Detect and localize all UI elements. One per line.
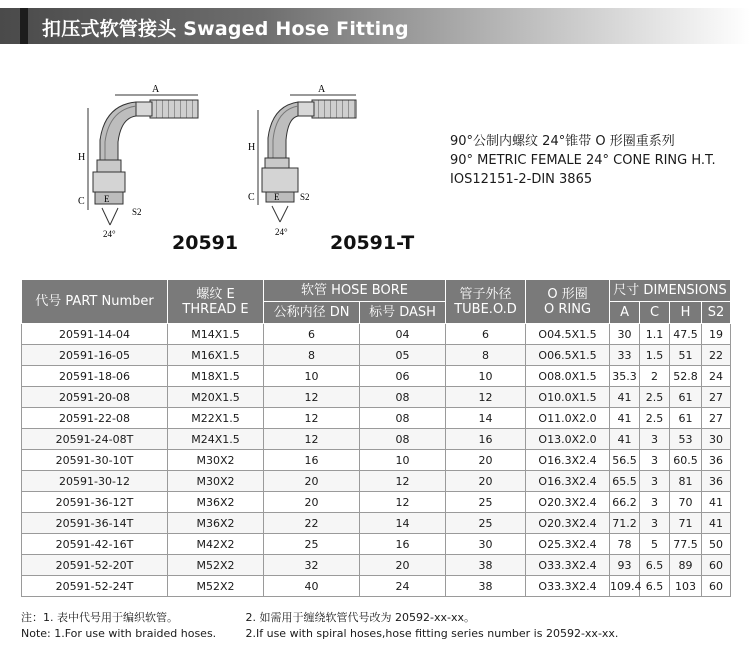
cell-dash: 10: [360, 450, 446, 471]
cell-dim-h: 103: [670, 576, 702, 597]
cell-dn: 8: [264, 345, 360, 366]
cell-thread: M30X2: [168, 450, 264, 471]
cell-dash: 04: [360, 324, 446, 345]
cell-part-number: 20591-52-20T: [22, 555, 168, 576]
dim-e-label: E: [104, 194, 110, 204]
notes-en: [21, 626, 741, 642]
cell-o-ring: O16.3X2.4: [526, 450, 610, 471]
cell-dim-s2: 19: [702, 324, 731, 345]
cell-thread: M52X2: [168, 576, 264, 597]
cell-tube-od: 20: [446, 450, 526, 471]
cell-dn: 12: [264, 429, 360, 450]
cell-tube-od: 20: [446, 471, 526, 492]
cell-dim-c: 3: [640, 471, 670, 492]
cell-part-number: 20591-30-10T: [22, 450, 168, 471]
th-oring-cn: O 形圈: [547, 286, 588, 302]
cell-o-ring: O13.0X2.0: [526, 429, 610, 450]
dim-angle-label: 24°: [275, 227, 288, 237]
dim-c-label: C: [78, 196, 85, 207]
cell-part-number: 20591-22-08: [22, 408, 168, 429]
cell-tube-od: 30: [446, 534, 526, 555]
cell-tube-od: 10: [446, 366, 526, 387]
table-row: [22, 408, 731, 429]
cell-dim-s2: 22: [702, 345, 731, 366]
cell-dn: 10: [264, 366, 360, 387]
cell-dim-h: 77.5: [670, 534, 702, 555]
cell-dim-h: 70: [670, 492, 702, 513]
table-row: [22, 366, 731, 387]
part-code-20591-T: 20591-T: [330, 232, 415, 254]
cell-part-number: 20591-30-12: [22, 471, 168, 492]
cell-dim-a: 66.2: [610, 492, 640, 513]
cell-dash: 05: [360, 345, 446, 366]
cell-dim-a: 71.2: [610, 513, 640, 534]
cell-dash: 06: [360, 366, 446, 387]
th-oring-en: O RING: [544, 301, 592, 317]
cell-dash: 08: [360, 408, 446, 429]
cell-dash: 16: [360, 534, 446, 555]
cell-o-ring: O20.3X2.4: [526, 513, 610, 534]
fitting-drawing-20591: [78, 84, 198, 239]
cell-dim-a: 78: [610, 534, 640, 555]
cell-dim-s2: 27: [702, 387, 731, 408]
note-cn-1: 注：1. 表中代号用于编织软管。: [21, 611, 178, 624]
cell-dn: 20: [264, 492, 360, 513]
th-thread-cn: 螺纹 E: [196, 286, 235, 302]
cell-dim-c: 2.5: [640, 387, 670, 408]
cell-dn: 25: [264, 534, 360, 555]
cell-thread: M42X2: [168, 534, 264, 555]
table-row: [22, 429, 731, 450]
table-row: [22, 534, 731, 555]
dim-h-label: H: [248, 142, 256, 153]
cell-dim-c: 5: [640, 534, 670, 555]
dim-s2-label: S2: [300, 192, 310, 202]
th-thread: [168, 280, 264, 324]
cell-part-number: 20591-52-24T: [22, 576, 168, 597]
table-row: [22, 555, 731, 576]
cell-tube-od: 12: [446, 387, 526, 408]
cell-o-ring: O16.3X2.4: [526, 471, 610, 492]
cell-part-number: 20591-36-14T: [22, 513, 168, 534]
table-row: [22, 492, 731, 513]
dim-e-label: E: [274, 192, 280, 202]
cell-tube-od: 14: [446, 408, 526, 429]
table-row: [22, 324, 731, 345]
description-line-standard: IOS12151-2-DIN 3865: [450, 172, 593, 187]
cell-thread: M18X1.5: [168, 366, 264, 387]
notes: [21, 610, 741, 642]
cell-dim-s2: 36: [702, 471, 731, 492]
cell-part-number: 20591-36-12T: [22, 492, 168, 513]
cell-part-number: 20591-42-16T: [22, 534, 168, 555]
cell-dn: 16: [264, 450, 360, 471]
cell-dim-s2: 60: [702, 555, 731, 576]
cell-dim-c: 3: [640, 513, 670, 534]
cell-dim-h: 89: [670, 555, 702, 576]
cell-thread: M52X2: [168, 555, 264, 576]
th-tube-en: TUBE.O.D: [454, 301, 517, 317]
dim-h-label: H: [78, 152, 86, 163]
table-row: [22, 387, 731, 408]
cell-dim-h: 81: [670, 471, 702, 492]
cell-dim-a: 41: [610, 408, 640, 429]
description-line-en: 90° METRIC FEMALE 24° CONE RING H.T.: [450, 153, 716, 168]
table-row: [22, 450, 731, 471]
fitting-description: [450, 132, 716, 189]
th-c: C: [640, 302, 670, 324]
notes-cn: [21, 610, 741, 626]
cell-dim-c: 2.5: [640, 408, 670, 429]
cell-tube-od: 38: [446, 576, 526, 597]
cell-dash: 12: [360, 492, 446, 513]
cell-dim-a: 30: [610, 324, 640, 345]
cell-dn: 22: [264, 513, 360, 534]
cell-dim-c: 1.1: [640, 324, 670, 345]
cell-dash: 20: [360, 555, 446, 576]
cell-o-ring: O33.3X2.4: [526, 576, 610, 597]
cell-dim-s2: 24: [702, 366, 731, 387]
cell-o-ring: O10.0X1.5: [526, 387, 610, 408]
cell-tube-od: 16: [446, 429, 526, 450]
cell-o-ring: O20.3X2.4: [526, 492, 610, 513]
cell-dim-a: 33: [610, 345, 640, 366]
cell-dn: 40: [264, 576, 360, 597]
cell-o-ring: O04.5X1.5: [526, 324, 610, 345]
table-row: [22, 576, 731, 597]
cell-thread: M22X1.5: [168, 408, 264, 429]
cell-dash: 08: [360, 387, 446, 408]
dim-a-label: A: [318, 84, 326, 95]
cell-dim-h: 71: [670, 513, 702, 534]
description-line-cn: 90°公制内螺纹 24°锥带 O 形圈重系列: [450, 134, 675, 149]
spec-table: [21, 279, 731, 597]
cell-dash: 08: [360, 429, 446, 450]
th-tube-cn: 管子外径: [459, 286, 512, 302]
th-dash: 标号 DASH: [360, 302, 446, 324]
th-thread-en: THREAD E: [182, 301, 249, 317]
cell-dim-c: 6.5: [640, 555, 670, 576]
cell-tube-od: 6: [446, 324, 526, 345]
cell-dim-c: 3: [640, 450, 670, 471]
cell-dash: 24: [360, 576, 446, 597]
cell-dn: 32: [264, 555, 360, 576]
cell-part-number: 20591-24-08T: [22, 429, 168, 450]
note-cn-2: 2. 如需用于缠绕软管代号改为 20592-xx-xx。: [245, 611, 475, 624]
cell-thread: M14X1.5: [168, 324, 264, 345]
cell-o-ring: O08.0X1.5: [526, 366, 610, 387]
cell-dim-a: 65.5: [610, 471, 640, 492]
table-row: [22, 513, 731, 534]
dim-s2-label: S2: [132, 207, 142, 217]
header-bar: [0, 8, 750, 44]
th-h: H: [670, 302, 702, 324]
cell-dash: 12: [360, 471, 446, 492]
cell-dim-s2: 41: [702, 492, 731, 513]
cell-thread: M36X2: [168, 513, 264, 534]
cell-dim-h: 61: [670, 387, 702, 408]
cell-tube-od: 25: [446, 513, 526, 534]
th-dimensions: 尺寸 DIMENSIONS: [610, 280, 731, 302]
cell-dim-c: 3: [640, 492, 670, 513]
cell-o-ring: O33.3X2.4: [526, 555, 610, 576]
cell-dim-s2: 36: [702, 450, 731, 471]
th-tube-od: [446, 280, 526, 324]
cell-dim-s2: 41: [702, 513, 731, 534]
cell-dim-h: 53: [670, 429, 702, 450]
spec-table-body: [22, 324, 731, 597]
cell-dim-s2: 60: [702, 576, 731, 597]
cell-thread: M24X1.5: [168, 429, 264, 450]
cell-part-number: 20591-16-05: [22, 345, 168, 366]
cell-tube-od: 25: [446, 492, 526, 513]
cell-dim-a: 93: [610, 555, 640, 576]
cell-dim-c: 2: [640, 366, 670, 387]
cell-thread: M20X1.5: [168, 387, 264, 408]
cell-dim-a: 35.3: [610, 366, 640, 387]
cell-dim-s2: 30: [702, 429, 731, 450]
fitting-drawing-20591-T: [248, 84, 356, 237]
cell-dim-a: 41: [610, 387, 640, 408]
th-hose-bore: 软管 HOSE BORE: [264, 280, 446, 302]
cell-dn: 20: [264, 471, 360, 492]
cell-o-ring: O11.0X2.0: [526, 408, 610, 429]
th-a: A: [610, 302, 640, 324]
cell-o-ring: O06.5X1.5: [526, 345, 610, 366]
cell-dim-h: 52.8: [670, 366, 702, 387]
cell-dim-s2: 27: [702, 408, 731, 429]
note-en-1: Note: 1.For use with braided hoses.: [21, 627, 217, 640]
dim-c-label: C: [248, 192, 255, 203]
cell-dim-a: 56.5: [610, 450, 640, 471]
cell-dim-a: 109.4: [610, 576, 640, 597]
cell-dim-a: 41: [610, 429, 640, 450]
page-title: 扣压式软管接头 Swaged Hose Fitting: [42, 18, 409, 40]
cell-thread: M16X1.5: [168, 345, 264, 366]
cell-tube-od: 38: [446, 555, 526, 576]
th-o-ring: [526, 280, 610, 324]
cell-dim-h: 61: [670, 408, 702, 429]
cell-dn: 6: [264, 324, 360, 345]
cell-part-number: 20591-14-04: [22, 324, 168, 345]
cell-o-ring: O25.3X2.4: [526, 534, 610, 555]
cell-dim-h: 47.5: [670, 324, 702, 345]
cell-dn: 12: [264, 408, 360, 429]
cell-dash: 14: [360, 513, 446, 534]
part-code-20591: 20591: [172, 232, 239, 254]
cell-part-number: 20591-18-06: [22, 366, 168, 387]
th-dn: 公称内径 DN: [264, 302, 360, 324]
cell-thread: M30X2: [168, 471, 264, 492]
cell-dn: 12: [264, 387, 360, 408]
cell-dim-c: 1.5: [640, 345, 670, 366]
table-row: [22, 471, 731, 492]
cell-thread: M36X2: [168, 492, 264, 513]
th-s2: S2: [702, 302, 731, 324]
th-part-number: 代号 PART Number: [22, 280, 168, 324]
cell-dim-c: 6.5: [640, 576, 670, 597]
cell-dim-h: 60.5: [670, 450, 702, 471]
header-accent: [20, 8, 28, 44]
cell-part-number: 20591-20-08: [22, 387, 168, 408]
dim-angle-label: 24°: [103, 229, 116, 239]
cell-tube-od: 8: [446, 345, 526, 366]
cell-dim-h: 51: [670, 345, 702, 366]
cell-dim-s2: 50: [702, 534, 731, 555]
dim-a-label: A: [152, 84, 160, 95]
table-row: [22, 345, 731, 366]
cell-dim-c: 3: [640, 429, 670, 450]
note-en-2: 2.If use with spiral hoses,hose fitting series number is 20592-xx-xx.: [245, 627, 619, 640]
